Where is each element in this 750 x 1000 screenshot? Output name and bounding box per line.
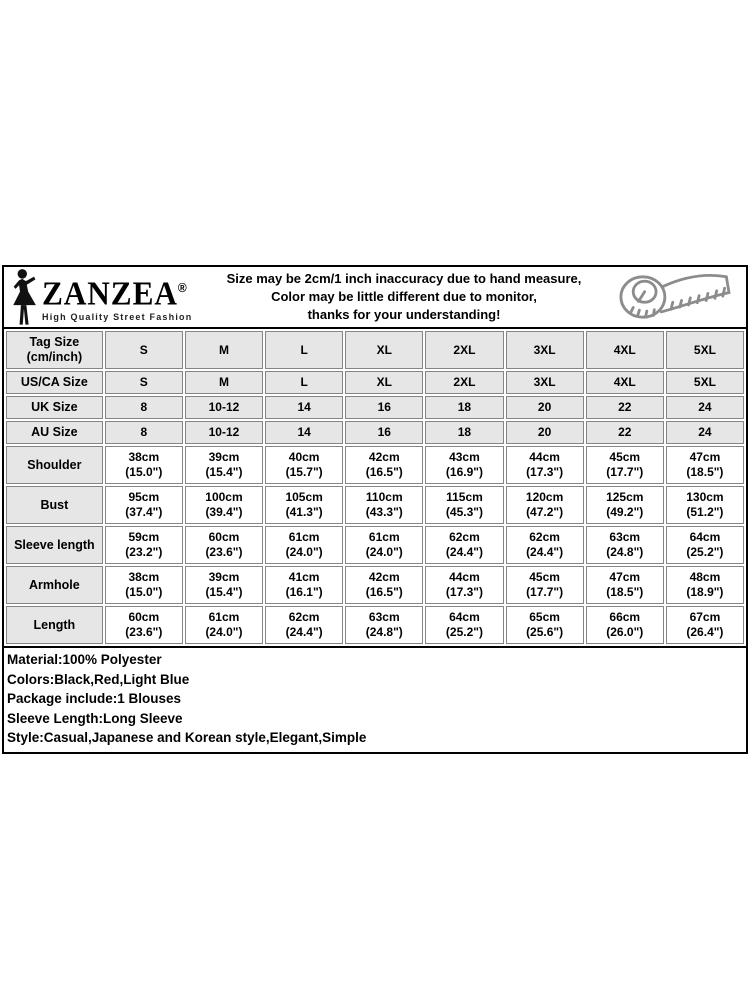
table-cell: 20 (506, 396, 584, 419)
table-cell: 64cm (25.2") (666, 526, 744, 564)
table-cell: 125cm (49.2") (586, 486, 664, 524)
table-cell: 120cm (47.2") (506, 486, 584, 524)
info-line: Package include:1 Blouses (7, 691, 182, 706)
table-cell: 60cm (23.6") (185, 526, 263, 564)
registered-mark: ® (177, 280, 188, 296)
table-cell: 41cm (16.1") (265, 566, 343, 604)
table-row (6, 486, 744, 524)
row-label: Length (6, 606, 103, 644)
brand-text (42, 272, 200, 321)
row-label: Bust (6, 486, 103, 524)
table-cell: 16 (345, 421, 423, 444)
table-cell: 45cm (17.7") (586, 446, 664, 484)
size-chart-panel (2, 265, 748, 754)
table-cell: 4XL (586, 371, 664, 394)
table-cell: 2XL (425, 331, 503, 369)
table-cell: 39cm (15.4") (185, 446, 263, 484)
info-line: Colors:Black,Red,Light Blue (7, 671, 190, 687)
info-line: Material:100% Polyester (7, 652, 162, 667)
table-cell: 24 (666, 421, 744, 444)
table-cell: 38cm (15.0") (105, 446, 183, 484)
table-row (6, 446, 744, 484)
table-cell: 105cm (41.3") (265, 486, 343, 524)
table-cell: 4XL (586, 331, 664, 369)
table-cell: 39cm (15.4") (185, 566, 263, 604)
row-label: Sleeve length (6, 526, 103, 564)
table-cell: 2XL (425, 371, 503, 394)
table-cell: 62cm (24.4") (425, 526, 503, 564)
brand-name: ZANZEA® (42, 275, 188, 313)
table-cell: 24 (666, 396, 744, 419)
product-info (4, 646, 746, 752)
table-row (6, 331, 744, 369)
table-cell: S (105, 331, 183, 369)
table-row (6, 421, 744, 444)
table-row (6, 566, 744, 604)
table-cell: 18 (425, 396, 503, 419)
table-row (6, 396, 744, 419)
table-cell: 44cm (17.3") (506, 446, 584, 484)
table-cell: 38cm (15.0") (105, 566, 183, 604)
table-cell: 67cm (26.4") (666, 606, 744, 644)
table-cell: 95cm (37.4") (105, 486, 183, 524)
table-cell: 8 (105, 396, 183, 419)
table-cell: 63cm (24.8") (586, 526, 664, 564)
disclaimer-line-2: Color may be little different due to monitor, (271, 289, 537, 304)
table-cell: 14 (265, 421, 343, 444)
table-cell: 5XL (666, 371, 744, 394)
table-cell: 42cm (16.5") (345, 566, 423, 604)
table-cell: 14 (265, 396, 343, 419)
table-row (6, 526, 744, 564)
table-cell: 22 (586, 396, 664, 419)
table-cell: 130cm (51.2") (666, 486, 744, 524)
table-cell: 59cm (23.2") (105, 526, 183, 564)
table-cell: 115cm (45.3") (425, 486, 503, 524)
size-table-body (6, 331, 744, 644)
info-line: Sleeve Length:Long Sleeve (7, 710, 183, 726)
table-cell: XL (345, 371, 423, 394)
row-label: AU Size (6, 421, 103, 444)
table-cell: 40cm (15.7") (265, 446, 343, 484)
table-cell: 10-12 (185, 421, 263, 444)
row-label: Armhole (6, 566, 103, 604)
table-cell: 5XL (666, 331, 744, 369)
disclaimer-line-1: Size may be 2cm/1 inch inaccuracy due to hand measure, (226, 271, 582, 286)
size-table (4, 329, 746, 646)
table-cell: 60cm (23.6") (105, 606, 183, 644)
table-cell: L (265, 371, 343, 394)
table-row (6, 371, 744, 394)
table-cell: 16 (345, 396, 423, 419)
header (4, 267, 746, 329)
table-cell: 22 (586, 421, 664, 444)
table-cell: M (185, 371, 263, 394)
disclaimer-text (212, 270, 596, 324)
table-cell: 110cm (43.3") (345, 486, 423, 524)
header-icon-area (596, 268, 746, 326)
table-cell: 100cm (39.4") (185, 486, 263, 524)
table-cell: 65cm (25.6") (506, 606, 584, 644)
info-line: Style:Casual,Japanese and Korean style,Elegant,Simple (7, 730, 367, 745)
table-cell: 63cm (24.8") (345, 606, 423, 644)
row-label: Tag Size (cm/inch) (6, 331, 103, 369)
table-cell: 3XL (506, 371, 584, 394)
table-cell: 61cm (24.0") (265, 526, 343, 564)
row-label: Shoulder (6, 446, 103, 484)
table-cell: S (105, 371, 183, 394)
table-cell: L (265, 331, 343, 369)
table-cell: 61cm (24.0") (345, 526, 423, 564)
table-cell: 10-12 (185, 396, 263, 419)
row-label: US/CA Size (6, 371, 103, 394)
table-cell: 45cm (17.7") (506, 566, 584, 604)
table-cell: 48cm (18.9") (666, 566, 744, 604)
table-cell: 47cm (18.5") (666, 446, 744, 484)
woman-silhouette-icon (10, 268, 40, 326)
table-row (6, 606, 744, 644)
table-cell: 43cm (16.9") (425, 446, 503, 484)
disclaimer-line-3: thanks for your understanding! (307, 307, 501, 322)
table-cell: 64cm (25.2") (425, 606, 503, 644)
measuring-tape-icon (607, 268, 735, 326)
table-cell: 3XL (506, 331, 584, 369)
table-cell: M (185, 331, 263, 369)
table-cell: 8 (105, 421, 183, 444)
table-cell: 61cm (24.0") (185, 606, 263, 644)
table-cell: 66cm (26.0") (586, 606, 664, 644)
table-cell: 47cm (18.5") (586, 566, 664, 604)
table-cell: 44cm (17.3") (425, 566, 503, 604)
row-label: UK Size (6, 396, 103, 419)
table-cell: 42cm (16.5") (345, 446, 423, 484)
brand-tagline: High Quality Street Fashion (42, 311, 193, 322)
brand-logo (4, 268, 212, 326)
table-cell: 20 (506, 421, 584, 444)
table-cell: 62cm (24.4") (265, 606, 343, 644)
table-cell: XL (345, 331, 423, 369)
table-cell: 62cm (24.4") (506, 526, 584, 564)
table-cell: 18 (425, 421, 503, 444)
